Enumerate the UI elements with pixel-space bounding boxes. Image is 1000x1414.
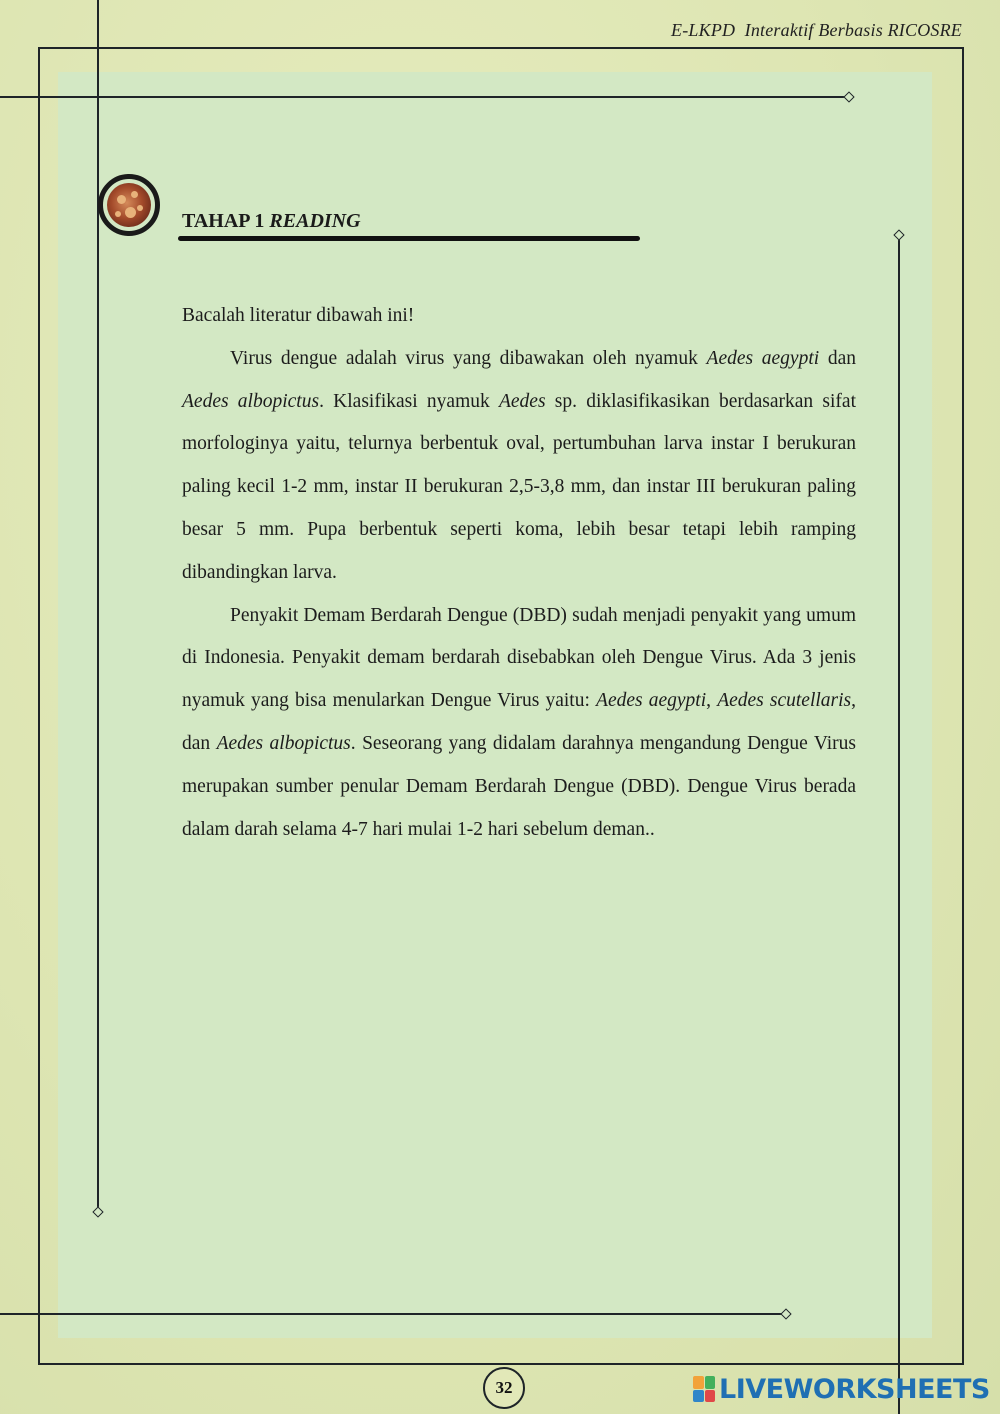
page-number: 32 [483,1367,525,1409]
reading-paragraph-1 [182,338,856,595]
accent-line-left-vertical [97,0,99,1210]
stage-heading [182,210,361,233]
stage-heading-underline [178,236,640,241]
frame-line-top [38,47,964,49]
liveworksheets-logo[interactable] [693,1372,990,1406]
species-name: Aedes scutellaris [717,690,852,712]
paragraph-text: Penyakit Demam Berdarah Dengue (DBD) sudah menjadi penyakit yang umum di Indonesia. Penyakit demam berdarah disebabkan oleh Dengue Virus. Ada 3 jenis nyamuk yang bisa menularkan Dengue Virus yaitu: [182,604,856,712]
document-header-title: E-LKPD Interaktif Berbasis RICOSRE [671,20,962,40]
species-name: Aedes albopictus [182,390,320,412]
stage-heading-emphasis: READING [269,210,361,232]
liveworksheets-blocks-icon [693,1376,715,1402]
species-name: Aedes [498,390,546,412]
frame-line-bottom [38,1363,964,1365]
reading-content [182,295,856,851]
accent-line-right-vertical [898,236,900,1414]
species-name: Aedes aegypti [596,690,707,712]
paragraph-text: Virus dengue adalah virus yang dibawakan oleh nyamuk [230,347,707,369]
stage-heading-label: TAHAP 1 [182,210,270,232]
reading-instruction: Bacalah literatur dibawah ini! [182,305,415,326]
paragraph-text: . Seseorang yang didalam darahnya mengandung Dengue Virus merupakan sumber penular Demam Berdarah Dengue (DBD). Dengue Virus berada dalam darah selama 4-7 hari mulai 1-2 hari sebelum deman.. [182,732,856,840]
accent-line-top [0,96,848,98]
liveworksheets-brand-text: LIVEWORKSHEETS [719,1373,990,1405]
frame-line-left [38,47,40,1365]
paragraph-text: , dan [182,690,857,754]
cell-microscope-icon [98,174,160,236]
accent-line-bottom [0,1313,785,1315]
species-name: Aedes aegypti [706,347,820,369]
paragraph-text: , [706,690,718,712]
frame-line-right [962,47,964,1365]
paragraph-text: dan [819,347,857,369]
species-name: Aedes albopictus [216,732,351,754]
reading-paragraph-2 [182,595,856,852]
paragraph-text: . Klasifikasi nyamuk [319,390,499,412]
paragraph-text: sp. diklasifikasikan berdasarkan sifat morfologinya yaitu, telurnya berbentuk oval, pertumbuhan larva instar I berukuran paling kecil 1-2 mm, instar II berukuran 2,5-3,8 mm, dan instar III berukuran paling besar 5 mm. Pupa berbentuk seperti koma, lebih besar tetapi lebih ramping dibandingkan larva. [182,390,856,583]
